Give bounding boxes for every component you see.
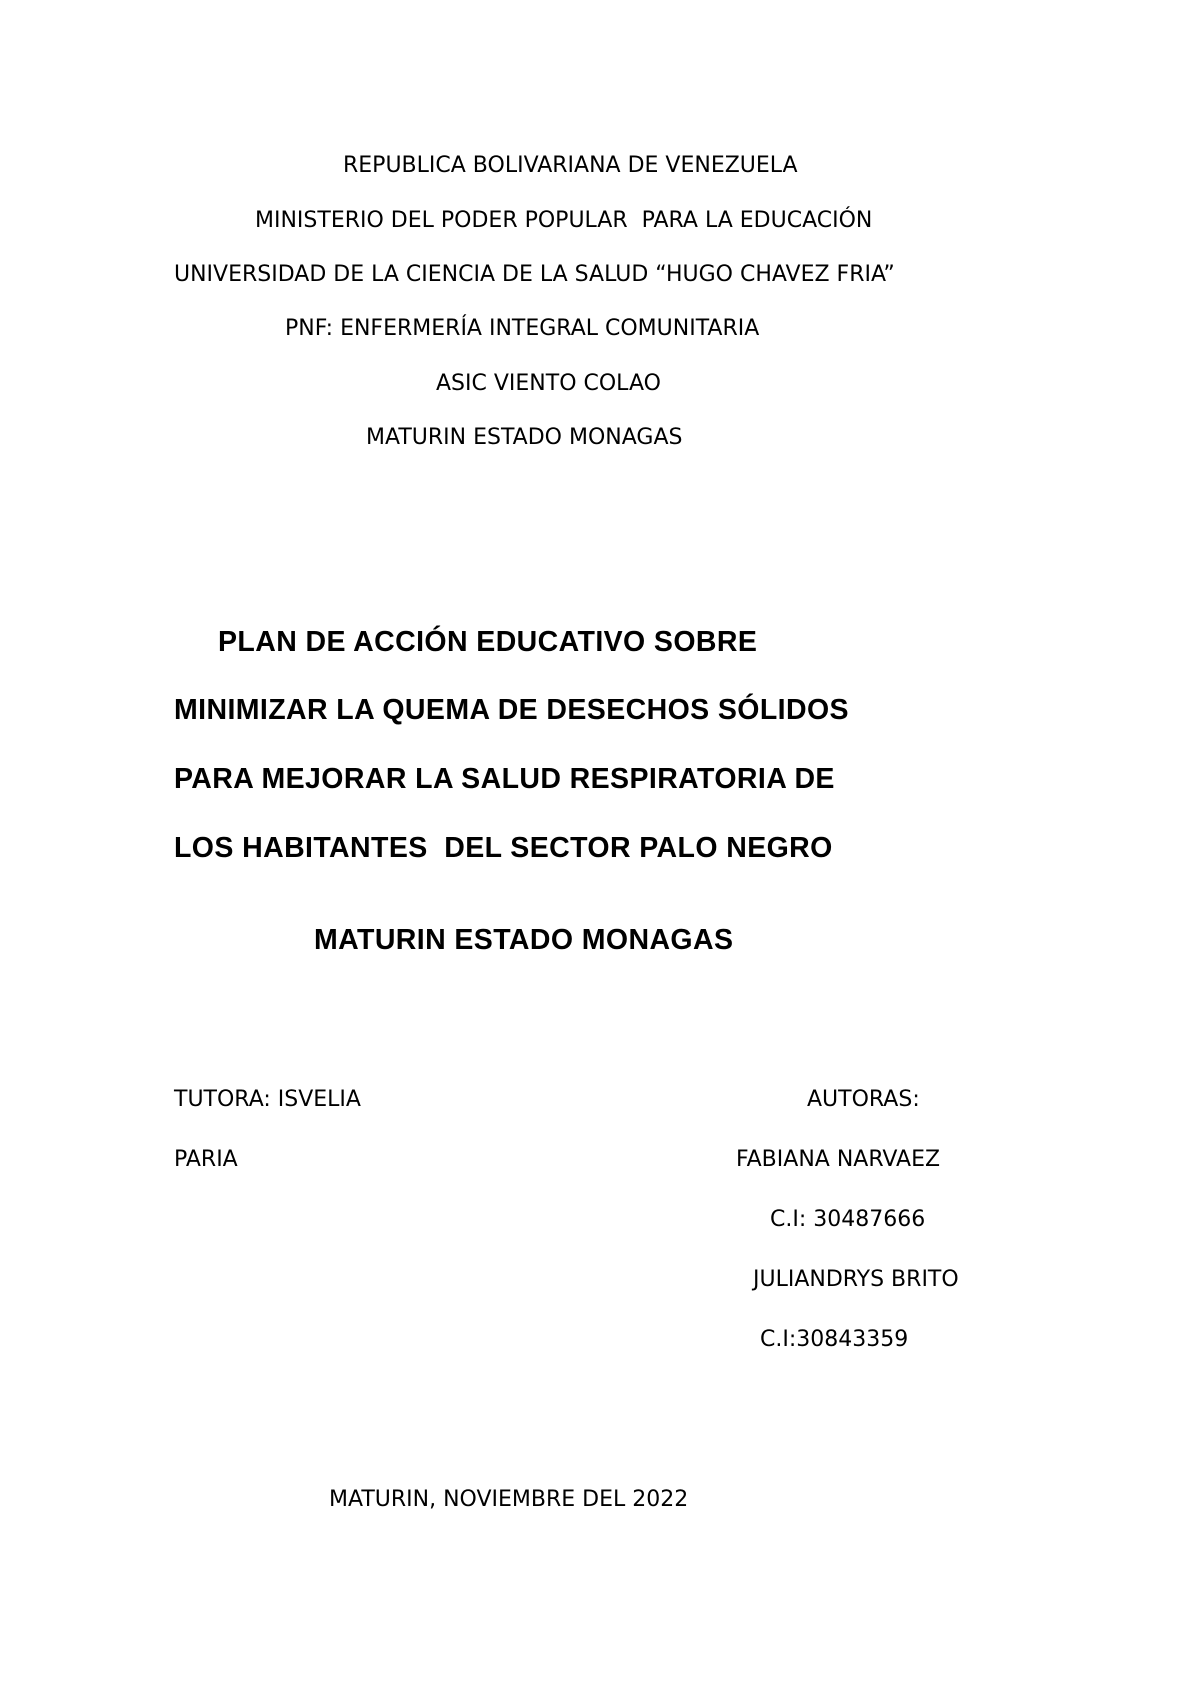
author-2-name: JULIANDRYS BRITO [753, 1267, 959, 1292]
author-2-id: C.I:30843359 [760, 1327, 909, 1352]
place-date: MATURIN, NOVIEMBRE DEL 2022 [329, 1487, 689, 1512]
header-line-ministry: MINISTERIO DEL PODER POPULAR PARA LA EDUCACIÓN [255, 208, 873, 233]
author-1-name: FABIANA NARVAEZ [736, 1147, 941, 1172]
title-line-2: MINIMIZAR LA QUEMA DE DESECHOS SÓLIDOS [174, 694, 849, 726]
header-line-location: MATURIN ESTADO MONAGAS [366, 425, 683, 450]
title-line-1: PLAN DE ACCIÓN EDUCATIVO SOBRE [218, 626, 758, 658]
header-line-university: UNIVERSIDAD DE LA CIENCIA DE LA SALUD “HUGO CHAVEZ FRIA” [174, 262, 895, 287]
authors-heading: AUTORAS: [807, 1087, 920, 1112]
title-line-3: PARA MEJORAR LA SALUD RESPIRATORIA DE [174, 763, 835, 795]
header-line-program: PNF: ENFERMERÍA INTEGRAL COMUNITARIA [285, 316, 760, 341]
title-line-4: LOS HABITANTES DEL SECTOR PALO NEGRO [174, 832, 833, 864]
author-1-id: C.I: 30487666 [770, 1207, 926, 1232]
tutor-label: TUTORA: ISVELIA [174, 1087, 361, 1112]
header-line-asic: ASIC VIENTO COLAO [436, 371, 661, 396]
header-line-republic: REPUBLICA BOLIVARIANA DE VENEZUELA [343, 153, 798, 178]
title-location: MATURIN ESTADO MONAGAS [314, 924, 734, 956]
tutor-name: PARIA [174, 1147, 238, 1172]
